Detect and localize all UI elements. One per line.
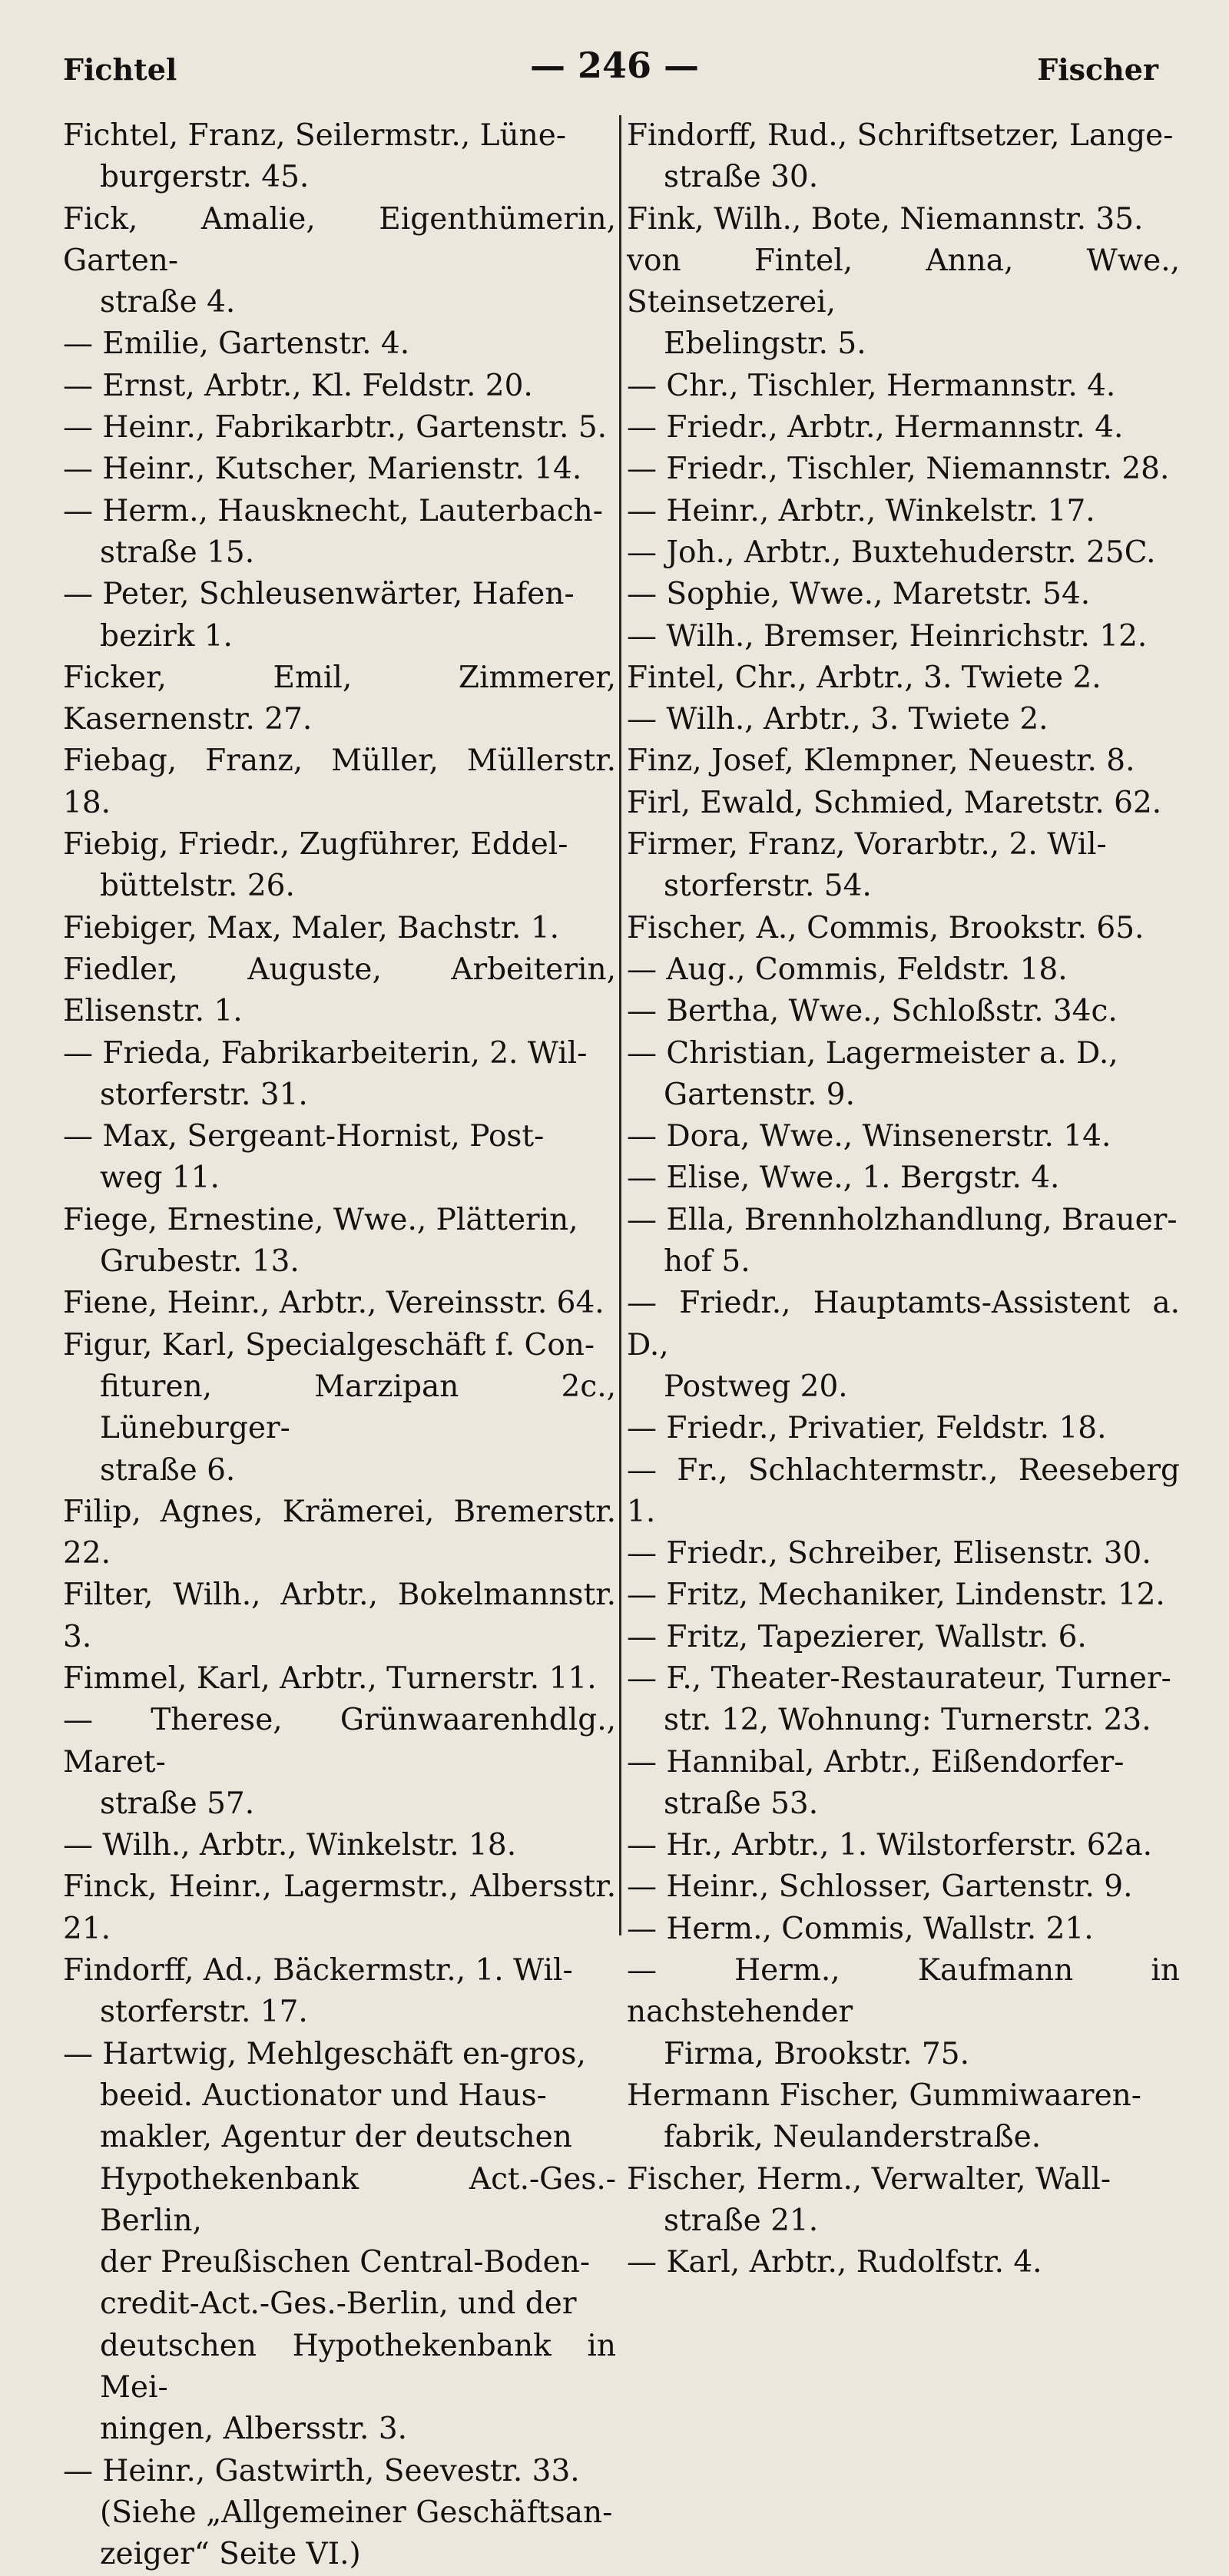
directory-entry <box>627 1116 1180 1157</box>
entry-line: storferstr. 17. <box>100 1995 308 2030</box>
entry-line: straße 21. <box>664 2203 819 2238</box>
entry-line: storferstr. 31. <box>100 1077 308 1112</box>
directory-entry <box>63 491 616 574</box>
directory-entry <box>627 199 1180 240</box>
directory-entry <box>63 1116 616 1200</box>
directory-entry <box>63 1325 616 1492</box>
right-column <box>627 115 1180 2283</box>
entry-line: — Max, Sergeant-Hornist, Post- <box>63 1119 545 1154</box>
entry-line: — Friedr., Hauptamts-Assistent a. D., <box>627 1286 1180 1362</box>
directory-entry <box>627 240 1180 366</box>
directory-entry <box>627 616 1180 657</box>
directory-entry <box>627 1617 1180 1658</box>
entry-line: Firl, Ewald, Schmied, Maretstr. 62. <box>627 785 1162 820</box>
entry-line: — Elise, Wwe., 1. Bergstr. 4. <box>627 1161 1060 1196</box>
entry-line: von Fintel, Anna, Wwe., Steinsetzerei, <box>627 243 1180 320</box>
directory-entry <box>627 991 1180 1032</box>
entry-line: Fischer, Herm., Verwalter, Wall- <box>627 2161 1111 2197</box>
entry-line: burgerstr. 45. <box>100 160 310 195</box>
entry-line: — Fr., Schlachtermstr., Reeseberg 1. <box>627 1452 1180 1529</box>
entry-line: — Sophie, Wwe., Maretstr. 54. <box>627 577 1091 612</box>
entry-line: Fiege, Ernestine, Wwe., Plätterin, <box>63 1202 578 1237</box>
entry-line: straße 15. <box>100 535 255 570</box>
entry-line: — Karl, Arbtr., Rudolfstr. 4. <box>627 2245 1042 2280</box>
entry-line: Hypothekenbank Act.-Ges.-Berlin, <box>100 2161 616 2238</box>
entry-line: — Friedr., Privatier, Feldstr. 18. <box>627 1411 1107 1446</box>
entry-line: ningen, Albersstr. 3. <box>100 2412 408 2447</box>
directory-entry <box>627 1408 1180 1449</box>
entry-line: Postweg 20. <box>664 1369 848 1404</box>
directory-entry <box>627 740 1180 782</box>
entry-line: Fiebiger, Max, Maler, Bachstr. 1. <box>63 910 560 945</box>
directory-entry <box>627 449 1180 490</box>
directory-entry <box>63 407 616 449</box>
entry-line: Firmer, Franz, Vorarbtr., 2. Wil- <box>627 827 1107 863</box>
directory-entry <box>63 1658 616 1700</box>
entry-line: — Friedr., Arbtr., Hermannstr. 4. <box>627 410 1124 445</box>
entry-line: — F., Theater-Restaurateur, Turner- <box>627 1660 1171 1696</box>
directory-entry <box>627 574 1180 615</box>
entry-line: — Herm., Hausknecht, Lauterbach- <box>63 493 603 528</box>
entry-line: — Chr., Tischler, Hermannstr. 4. <box>627 368 1116 403</box>
column-divider <box>619 115 621 1935</box>
entry-line: — Aug., Commis, Feldstr. 18. <box>627 952 1068 987</box>
entry-line: — Hartwig, Mehlgeschäft en-gros, <box>63 2036 586 2071</box>
entry-line: — Ernst, Arbtr., Kl. Feldstr. 20. <box>63 368 533 403</box>
entry-line: — Hr., Arbtr., 1. Wilstorferstr. 62a. <box>627 1828 1152 1863</box>
entry-line: Fimmel, Karl, Arbtr., Turnerstr. 11. <box>63 1660 597 1696</box>
entry-line: — Herm., Commis, Wallstr. 21. <box>627 1911 1094 1946</box>
entry-line: zeiger“ Seite VI.) <box>100 2537 361 2572</box>
directory-entry <box>627 366 1180 407</box>
entry-line: — Heinr., Kutscher, Marienstr. 14. <box>63 452 582 487</box>
directory-entry <box>627 1658 1180 1742</box>
entry-line: credit-Act.-Ges.-Berlin, und der <box>100 2286 577 2322</box>
directory-entry <box>627 824 1180 908</box>
directory-entry <box>63 199 616 324</box>
directory-entry <box>627 2075 1180 2159</box>
directory-entry <box>63 574 616 657</box>
entry-line: — Herm., Kaufmann in nachstehender <box>627 1953 1180 2030</box>
entry-line: Figur, Karl, Specialgeschäft f. Con- <box>63 1327 595 1362</box>
page-header <box>0 45 1229 98</box>
directory-entry <box>63 908 616 949</box>
directory-entry <box>63 824 616 908</box>
page-number: — 246 — <box>529 45 700 86</box>
directory-entry <box>63 949 616 1033</box>
directory-entry <box>627 1200 1180 1283</box>
entry-line: Fintel, Chr., Arbtr., 3. Twiete 2. <box>627 660 1101 695</box>
entry-line: der Preußischen Central-Boden- <box>100 2245 590 2280</box>
directory-entry <box>627 1866 1180 1908</box>
entry-line: (Siehe „Allgemeiner Geschäftsan- <box>100 2495 613 2530</box>
entry-line: — Wilh., Arbtr., Winkelstr. 18. <box>63 1828 517 1863</box>
directory-entry <box>627 1825 1180 1866</box>
directory-entry <box>627 699 1180 740</box>
entry-line: Firma, Brookstr. 75. <box>664 2036 969 2071</box>
directory-entry <box>627 2159 1180 2243</box>
entry-line: bezirk 1. <box>100 618 233 654</box>
entry-line: Ebelingstr. 5. <box>664 326 866 362</box>
directory-entry <box>63 1825 616 1866</box>
entry-line: straße 30. <box>664 160 819 195</box>
directory-entry <box>627 1283 1180 1408</box>
entry-line: Findorff, Rud., Schriftsetzer, Lange- <box>627 118 1174 153</box>
entry-line: — Fritz, Mechaniker, Lindenstr. 12. <box>627 1578 1165 1613</box>
directory-entry <box>627 1574 1180 1616</box>
directory-entry <box>63 1866 616 1950</box>
entry-line: — Heinr., Fabrikarbtr., Gartenstr. 5. <box>63 410 608 445</box>
entry-line: — Therese, Grünwaarenhdlg., Maret- <box>63 1703 616 1780</box>
entry-line: Fick, Amalie, Eigenthümerin, Garten- <box>63 201 616 278</box>
entry-line: Hermann Fischer, Gummiwaaren- <box>627 2078 1141 2113</box>
directory-entry <box>627 1950 1180 2075</box>
directory-entry <box>627 407 1180 449</box>
entry-line: fabrik, Neulanderstraße. <box>664 2120 1042 2155</box>
entry-line: Fichtel, Franz, Seilermstr., Lüne- <box>63 118 567 153</box>
directory-entry <box>627 1450 1180 1534</box>
entry-line: Fischer, A., Commis, Brookstr. 65. <box>627 910 1145 945</box>
entry-line: — Dora, Wwe., Winsenerstr. 14. <box>627 1119 1111 1154</box>
entry-line: — Christian, Lagermeister a. D., <box>627 1035 1118 1071</box>
entry-line: — Friedr., Schreiber, Elisenstr. 30. <box>627 1536 1151 1571</box>
entry-line: Filip, Agnes, Krämerei, Bremerstr. 22. <box>63 1494 616 1571</box>
entry-line: Fiebag, Franz, Müller, Müllerstr. 18. <box>63 743 616 820</box>
directory-entry <box>627 1033 1180 1117</box>
directory-entry <box>627 1909 1180 1950</box>
entry-line: — Emilie, Gartenstr. 4. <box>63 326 410 362</box>
entry-line: hof 5. <box>664 1244 750 1280</box>
entry-line: Fiedler, Auguste, Arbeiterin, Elisenstr. 1. <box>63 952 616 1029</box>
entry-line: — Friedr., Tischler, Niemannstr. 28. <box>627 452 1170 487</box>
entry-line: — Hannibal, Arbtr., Eißendorfer- <box>627 1744 1125 1780</box>
directory-entry <box>63 1200 616 1283</box>
directory-entry <box>627 2242 1180 2283</box>
entry-line: — Wilh., Bremser, Heinrichstr. 12. <box>627 618 1148 654</box>
entry-line: — Joh., Arbtr., Buxtehuderstr. 25C. <box>627 535 1156 570</box>
entry-line: — Ella, Brennholzhandlung, Brauer- <box>627 1202 1178 1237</box>
left-column <box>63 115 616 2576</box>
entry-line: str. 12, Wohnung: Turnerstr. 23. <box>664 1703 1151 1738</box>
entry-line: Fiebig, Friedr., Zugführer, Eddel- <box>63 827 568 863</box>
directory-entry <box>63 2034 616 2451</box>
directory-entry <box>63 1574 616 1658</box>
entry-line: — Frieda, Fabrikarbeiterin, 2. Wil- <box>63 1035 588 1071</box>
entry-line: Filter, Wilh., Arbtr., Bokelmannstr. 3. <box>63 1578 616 1654</box>
entry-line: büttelstr. 26. <box>100 869 295 904</box>
directory-entry <box>63 1950 616 2034</box>
entry-line: Finz, Josef, Klempner, Neuestr. 8. <box>627 743 1135 779</box>
directory-entry <box>63 657 616 741</box>
directory-entry <box>627 115 1180 199</box>
entry-line: Gartenstr. 9. <box>664 1077 855 1112</box>
entry-line: storferstr. 54. <box>664 869 872 904</box>
entry-line: Findorff, Ad., Bäckermstr., 1. Wil- <box>63 1953 573 1988</box>
entry-line: Ficker, Emil, Zimmerer, Kasernenstr. 27. <box>63 660 616 737</box>
running-head-right: Fischer <box>1037 52 1158 87</box>
directory-entry <box>63 115 616 199</box>
directory-entry <box>63 366 616 407</box>
directory-entry <box>63 2451 616 2576</box>
entry-line: — Heinr., Gastwirth, Seevestr. 33. <box>63 2453 580 2488</box>
entry-line: makler, Agentur der deutschen <box>100 2120 572 2155</box>
directory-entry <box>627 657 1180 699</box>
entry-line: — Fritz, Tapezierer, Wallstr. 6. <box>627 1619 1087 1654</box>
entry-line: — Heinr., Schlosser, Gartenstr. 9. <box>627 1869 1133 1905</box>
entry-line: Grubestr. 13. <box>100 1244 300 1280</box>
running-head-left: Fichtel <box>63 52 177 87</box>
entry-line: — Peter, Schleusenwärter, Hafen- <box>63 577 575 612</box>
entry-line: straße 53. <box>664 1786 819 1821</box>
directory-entry <box>627 532 1180 574</box>
directory-entry <box>63 449 616 490</box>
directory-entry <box>627 1533 1180 1574</box>
directory-entry <box>627 949 1180 991</box>
directory-entry <box>63 1283 616 1324</box>
directory-entry <box>63 1492 616 1575</box>
entry-line: beeid. Auctionator und Haus- <box>100 2078 547 2113</box>
directory-entry <box>627 1157 1180 1199</box>
directory-entry <box>627 491 1180 532</box>
directory-entry <box>627 783 1180 824</box>
entry-line: straße 6. <box>100 1452 236 1488</box>
directory-entry <box>63 323 616 365</box>
entry-line: Finck, Heinr., Lagermstr., Albersstr. 21. <box>63 1869 616 1946</box>
entry-line: Fink, Wilh., Bote, Niemannstr. 35. <box>627 201 1144 237</box>
directory-entry <box>627 1742 1180 1826</box>
entry-line: fituren, Marzipan 2c., Lüneburger- <box>100 1369 616 1446</box>
entry-line: — Heinr., Arbtr., Winkelstr. 17. <box>627 493 1095 528</box>
directory-entry <box>63 740 616 824</box>
entry-line: straße 57. <box>100 1786 255 1821</box>
directory-entry <box>63 1700 616 1825</box>
entry-line: weg 11. <box>100 1161 220 1196</box>
directory-entry <box>627 908 1180 949</box>
entry-line: Fiene, Heinr., Arbtr., Vereinsstr. 64. <box>63 1286 605 1321</box>
entry-line: deutschen Hypothekenbank in Mei- <box>100 2328 616 2405</box>
entry-line: — Bertha, Wwe., Schloßstr. 34c. <box>627 994 1118 1029</box>
entry-line: — Wilh., Arbtr., 3. Twiete 2. <box>627 702 1048 737</box>
directory-entry <box>63 1033 616 1117</box>
entry-line: straße 4. <box>100 285 236 320</box>
